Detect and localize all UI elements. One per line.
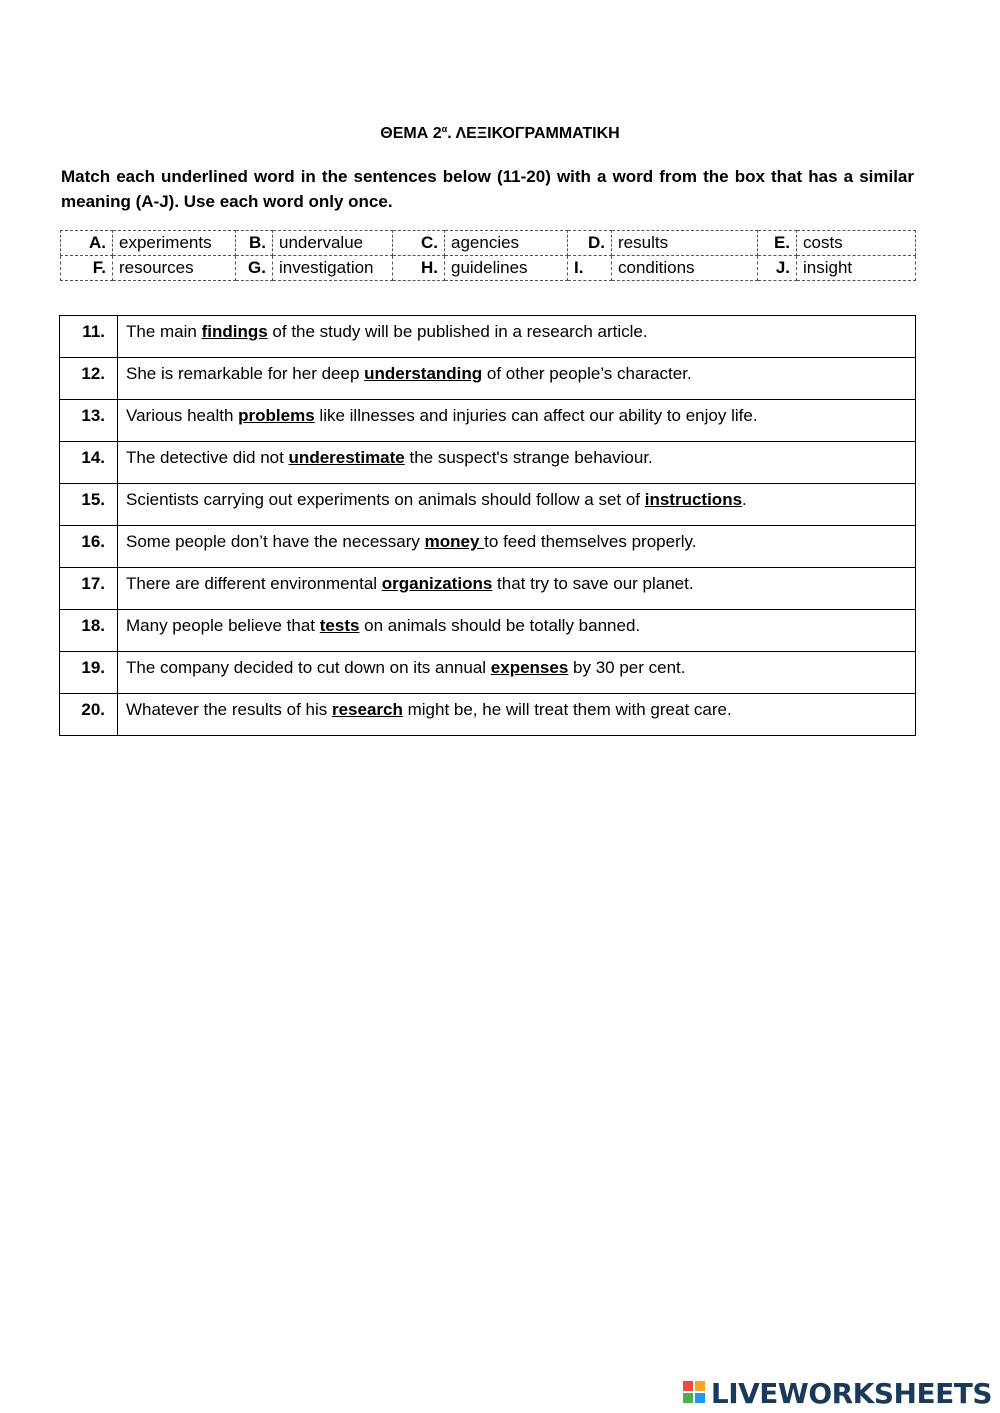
item-number: 19. xyxy=(60,652,118,694)
sentence-row xyxy=(60,652,916,694)
word-box-letter: D. xyxy=(568,231,612,256)
word-box-word: agencies xyxy=(445,231,568,256)
sentence-text xyxy=(118,400,916,442)
word-box-word: undervalue xyxy=(273,231,393,256)
sentence-text xyxy=(118,358,916,400)
sentence-fragment: . xyxy=(742,490,747,509)
word-box-row xyxy=(61,256,916,281)
sentence-text xyxy=(118,568,916,610)
word-box-letter: B. xyxy=(236,231,273,256)
word-box-word: investigation xyxy=(273,256,393,281)
sentence-text xyxy=(118,694,916,736)
sentence-fragment: The company decided to cut down on its annual xyxy=(126,658,491,677)
word-box-word: costs xyxy=(797,231,916,256)
word-box-letter: J. xyxy=(758,256,797,281)
sentence-fragment: Scientists carrying out experiments on animals should follow a set of xyxy=(126,490,645,509)
sentence-row xyxy=(60,400,916,442)
sentence-fragment: might be, he will treat them with great care. xyxy=(402,700,732,719)
sentence-fragment: of other people’s character. xyxy=(482,364,692,383)
sentence-text xyxy=(118,484,916,526)
logo-square-orange xyxy=(695,1381,705,1391)
brand-footer xyxy=(683,1376,992,1410)
underlined-word: organizations xyxy=(381,574,493,593)
word-box-word: results xyxy=(612,231,758,256)
logo-square-red xyxy=(683,1381,693,1391)
logo-square-blue xyxy=(695,1393,705,1403)
sentence-text xyxy=(118,442,916,484)
item-number: 11. xyxy=(60,316,118,358)
underlined-word: research xyxy=(331,700,403,719)
sentence-fragment: the suspect's strange behaviour. xyxy=(404,448,653,467)
instructions-text: Match each underlined word in the sentences below (11-20) with a word from the box that has a similar meaning (A-J). Use each word only once. xyxy=(61,167,914,211)
word-box-word: insight xyxy=(797,256,916,281)
sentence-fragment: The detective did not xyxy=(126,448,289,467)
item-number: 15. xyxy=(60,484,118,526)
page-title: ΘΕΜΑ $2^\alpha$. ΛΕΞΙΚΟΓΡΑΜΜΑΤΙΚΗ xyxy=(380,124,620,142)
word-box-letter: I. xyxy=(568,256,612,281)
liveworksheets-logo-icon xyxy=(683,1381,707,1405)
item-number: 16. xyxy=(60,526,118,568)
word-box-letter: G. xyxy=(236,256,273,281)
word-box-word: experiments xyxy=(113,231,236,256)
logo-square-green xyxy=(683,1393,693,1403)
underlined-word: findings xyxy=(201,322,268,341)
item-number: 13. xyxy=(60,400,118,442)
sentence-table xyxy=(59,315,916,736)
sentence-row xyxy=(60,442,916,484)
word-box-letter: F. xyxy=(61,256,113,281)
item-number: 14. xyxy=(60,442,118,484)
underlined-word: expenses xyxy=(490,658,569,677)
sentence-text xyxy=(118,316,916,358)
underlined-word: problems xyxy=(238,406,315,425)
sentence-fragment: Some people don’t have the necessary xyxy=(126,532,425,551)
sentence-fragment: that try to save our planet. xyxy=(492,574,694,593)
sentence-fragment: by 30 per cent. xyxy=(568,658,686,677)
sentence-fragment: of the study will be published in a research article. xyxy=(267,322,648,341)
brand-name: LIVEWORKSHEETS xyxy=(710,1376,992,1410)
sentence-row xyxy=(60,568,916,610)
word-box-letter: H. xyxy=(393,256,445,281)
sentence-fragment: Whatever the results of his xyxy=(126,700,332,719)
underlined-word: tests xyxy=(319,616,360,635)
sentence-fragment: Various health xyxy=(126,406,239,425)
item-number: 18. xyxy=(60,610,118,652)
word-box-word: guidelines xyxy=(445,256,568,281)
word-box-letter: A. xyxy=(61,231,113,256)
word-box-word: resources xyxy=(113,256,236,281)
sentence-row xyxy=(60,358,916,400)
word-box-row xyxy=(61,231,916,256)
sentence-row xyxy=(60,316,916,358)
sentence-row xyxy=(60,694,916,736)
word-box-word: conditions xyxy=(612,256,758,281)
word-box-letter: C. xyxy=(393,231,445,256)
underlined-word: understanding xyxy=(364,364,483,383)
sentence-text xyxy=(118,610,916,652)
sentence-text xyxy=(118,526,916,568)
sentence-fragment: like illnesses and injuries can affect our ability to enjoy life. xyxy=(314,406,758,425)
sentence-fragment: on animals should be totally banned. xyxy=(359,616,641,635)
word-box xyxy=(60,230,916,281)
underlined-word: instructions xyxy=(644,490,743,509)
sentence-row xyxy=(60,484,916,526)
underlined-word: underestimate xyxy=(288,448,405,467)
sentence-row xyxy=(60,610,916,652)
sentence-fragment: She is remarkable for her deep xyxy=(126,364,365,383)
underlined-word: money xyxy=(424,532,485,551)
item-number: 20. xyxy=(60,694,118,736)
sentence-fragment: Many people believe that xyxy=(126,616,320,635)
sentence-fragment: The main xyxy=(126,322,202,341)
sentence-text xyxy=(118,652,916,694)
item-number: 17. xyxy=(60,568,118,610)
item-number: 12. xyxy=(60,358,118,400)
sentence-fragment: There are different environmental xyxy=(126,574,382,593)
sentence-fragment: to feed themselves properly. xyxy=(484,532,697,551)
sentence-row xyxy=(60,526,916,568)
word-box-letter: E. xyxy=(758,231,797,256)
